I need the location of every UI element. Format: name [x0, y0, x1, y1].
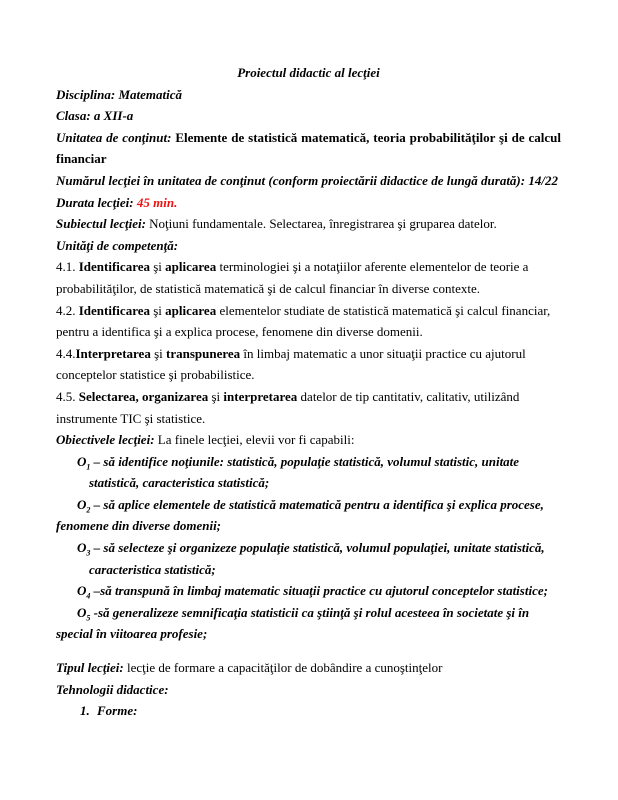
line-tipul-lectiei [56, 657, 561, 679]
durata-colon: : [129, 194, 137, 210]
objective-symbol: O [77, 496, 87, 512]
forme-number: 1. [80, 703, 90, 719]
competenta-keyword: Identificarea [78, 302, 150, 318]
para-competenta-4-4 [56, 343, 561, 386]
objective-text: – să identifice noţiunile: statistică, populaţie statistică, volumul statistic, unitate statistică, caracteristica statistică; [89, 453, 520, 491]
competenta-keyword: Interpretarea [75, 345, 151, 361]
objective-subscript: 5 [86, 613, 91, 623]
objective-text: -să generalizeze semnificaţia statisticii ca ştiinţă şi rolul acesteea în societate şi în special în viitoarea profesie; [56, 604, 530, 642]
obiective-label: Obiectivele lecţiei: [56, 432, 155, 448]
objective-text: – să selecteze şi organizeze populaţie statistică, volumul populaţiei, unitate statistică, caracteristica statistică; [89, 540, 545, 577]
objective-o3 [56, 537, 561, 580]
objective-o2 [56, 494, 561, 537]
competenta-keyword: Identificarea [78, 259, 150, 275]
objective-text: – să aplice elementele de statistică matematică pentru a identifica şi explica procese, fenomene din diverse domenii; [56, 496, 544, 534]
objective-symbol: O [77, 453, 87, 469]
competenta-num: 4.4. [56, 345, 76, 361]
para-unitatea-de-continut [56, 127, 561, 170]
objective-subscript: 4 [86, 591, 91, 601]
line-numarul-lectiei: Numărul lecţiei în unitatea de conţinut (conform proiectării didactice de lungă durată): 14/22 [56, 172, 558, 188]
line-subiectul-lectiei [56, 213, 561, 235]
competenta-keyword: transpunerea [166, 345, 241, 361]
unitatea-label: Unitatea de conţinut: [56, 129, 172, 145]
objective-symbol: O [77, 540, 87, 556]
competenta-num: 4.1. [56, 259, 79, 275]
objective-subscript: 1 [86, 462, 91, 472]
competenta-text: în limbaj matematic a unor situaţii practice cu ajutorul conceptelor statistice şi probabilistice. [56, 345, 526, 383]
line-durata-lectiei [56, 192, 561, 214]
line-obiective-heading [56, 429, 561, 451]
competenta-text: elementelor studiate de statistică matematică şi calcul financiar, pentru a identifica şi a explica procese, fenomene din diverse domenii. [56, 302, 551, 340]
durata-label: Durata lecţiei [56, 194, 130, 210]
subiectul-label: Subiectul lecţiei: [56, 216, 146, 232]
competenta-conj: şi [208, 388, 224, 404]
objective-o5 [56, 602, 561, 645]
unitatea-value: Elemente de statistică matematică, teoria probabilităţilor şi de calcul financiar [56, 129, 562, 167]
line-disciplina: Disciplina: Matematică [56, 86, 183, 102]
competenta-num: 4.2. [56, 302, 79, 318]
forme-label: Forme: [97, 703, 138, 719]
competenta-keyword: aplicarea [165, 259, 217, 275]
objective-symbol: O [77, 604, 87, 620]
competenta-conj: şi [150, 302, 166, 318]
competenta-keyword: interpretarea [223, 388, 298, 404]
objective-o1 [56, 451, 561, 494]
tipul-value: lecţie de formare a capacităţilor de dobândire a cunoştinţelor [123, 660, 443, 676]
competenta-num: 4.5. [56, 388, 79, 404]
durata-value: 45 min. [136, 194, 178, 210]
subiectul-value: Noţiuni fundamentale. Selectarea, înregistrarea şi gruparea datelor. [145, 216, 497, 232]
objective-symbol: O [77, 583, 87, 599]
para-competenta-4-5 [56, 386, 561, 429]
obiective-intro: La finele lecţiei, elevii vor fi capabili: [154, 432, 355, 448]
objective-o4 [56, 580, 561, 602]
competenta-text: datelor de tip cantitativ, calitativ, utilizând instrumente TIC şi statistice. [56, 388, 520, 426]
competenta-keyword: Selectarea, organizarea [78, 388, 209, 404]
objective-subscript: 3 [86, 548, 91, 558]
para-competenta-4-1 [56, 256, 561, 299]
competenta-conj: şi [150, 345, 166, 361]
competenta-text: terminologiei şi a notaţiilor aferente elementelor de teorie a probabilităţilor, de statistică matematică şi de calcul financiar în diverse contexte. [56, 259, 529, 296]
page-title: Proiectul didactic al lecţiei [237, 65, 380, 80]
blank-line [56, 645, 561, 657]
line-unitati-competenta: Unităţi de competenţă: [56, 237, 179, 253]
competenta-keyword: aplicarea [165, 302, 217, 318]
competenta-conj: şi [150, 259, 166, 275]
line-forme [56, 700, 561, 722]
tipul-label: Tipul lecţiei: [56, 660, 124, 676]
objective-text: –să transpună în limbaj matematic situaţii practice cu ajutorul conceptelor statistice; [90, 583, 548, 599]
line-tehnologii-didactice: Tehnologii didactice: [56, 681, 169, 697]
para-competenta-4-2 [56, 300, 561, 343]
line-clasa: Clasa: a XII-a [56, 108, 134, 124]
objective-subscript: 2 [86, 505, 91, 515]
